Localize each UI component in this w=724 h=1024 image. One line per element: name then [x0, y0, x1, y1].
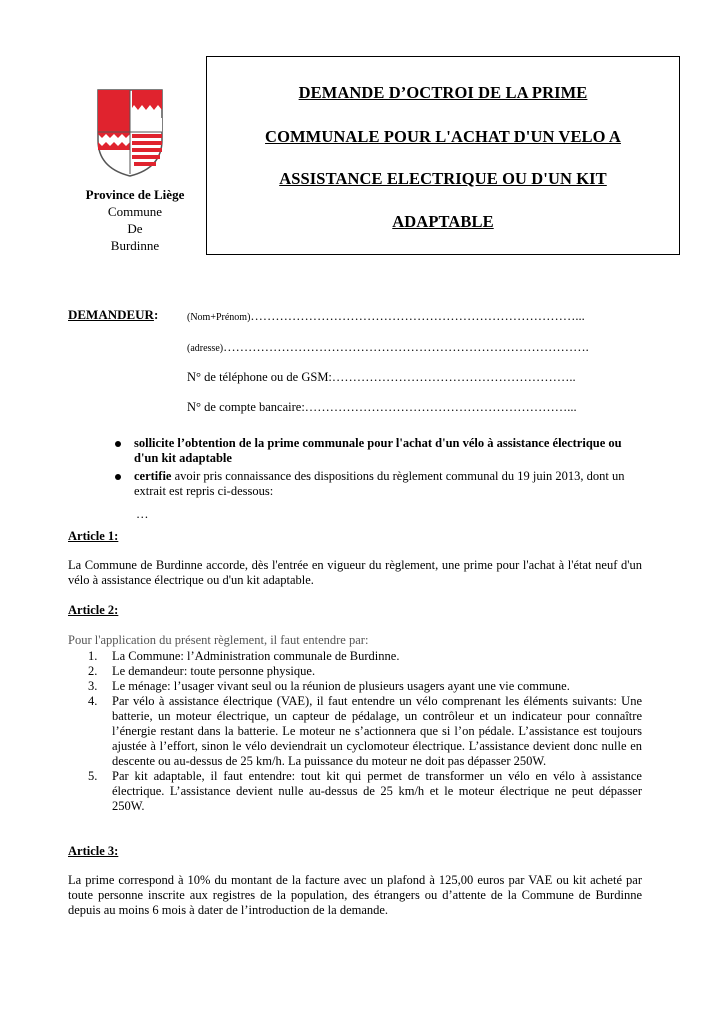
- telephone-label: N° de téléphone ou de GSM:: [187, 370, 332, 384]
- telephone-dots: …………………………………………………..: [331, 370, 576, 384]
- commune-line-1: Commune: [107, 204, 163, 219]
- article-1-title: Article 1:: [68, 529, 119, 543]
- list-item: 4. Par vélo à assistance électrique (VAE), il faut entendre un vélo comprenant les éléments suivants: Une batterie, un moteur électrique, un capteur de pédalage, un contrôleur et un indicateur pour connaître l’énergie restant dans la batterie. Le moteur ne s’actionnera que si l’on pédale. L’assistance est toujours ajustée à l’effort, sinon le vélo deviendrait un cyclomoteur électrique. L’assistance devient donc nulle en descente ou au-dessus de 25 km/h. La puissance du moteur ne doit pas dépasser 250W.: [88, 694, 642, 768]
- province-block: [60, 186, 210, 254]
- title-line-3: ASSISTANCE ELECTRIQUE OU D'UN KIT: [279, 169, 607, 188]
- adresse-field[interactable]: [187, 340, 589, 355]
- burdinne-crest-logo: [96, 88, 164, 178]
- commune-line-3: Burdinne: [110, 238, 160, 253]
- document-title-box: [206, 56, 680, 255]
- nom-label: (Nom+Prénom): [187, 312, 251, 323]
- compte-dots: ………………………………………………………...: [304, 400, 577, 414]
- nom-field[interactable]: [187, 309, 585, 324]
- list-item: 1. La Commune: l’Administration communale de Burdinne.: [88, 649, 400, 663]
- bullet-2-bold: certifie: [134, 469, 172, 483]
- article-3-title: Article 3:: [68, 844, 119, 858]
- compte-label: N° de compte bancaire:: [187, 400, 305, 414]
- commune-line-2: De: [127, 221, 143, 236]
- bullet-2: [134, 469, 642, 499]
- ellipsis: …: [136, 507, 149, 521]
- province-name: Province de Liège: [85, 187, 185, 202]
- bullet-1-bold: sollicite l’obtention de la prime communale pour l'achat d'un vélo à assistance électrique ou d'un kit adaptable: [134, 436, 622, 465]
- article-1-text: La Commune de Burdinne accorde, dès l'entrée en vigueur du règlement, une prime pour l'achat à l'état neuf d'un vélo à assistance électrique ou d'un kit adaptable.: [68, 558, 642, 587]
- bullet-2-rest: avoir pris connaissance des dispositions du règlement communal du 19 juin 2013, dont un extrait est repris ci-dessous:: [134, 469, 625, 498]
- nom-dots: ……………………………………………………………………...: [250, 309, 585, 323]
- bullet-1: [134, 436, 642, 466]
- article-3-text: La prime correspond à 10% du montant de la facture avec un plafond à 125,00 euros par VAE ou kit acheté par toute personne inscrite aux registres de la population, des étrangers ou d’attente de la Commune de Burdinne depuis au moins 6 mois à dater de l’introduction de la demande.: [68, 873, 642, 917]
- adresse-label: (adresse): [187, 343, 224, 354]
- list-item: 2. Le demandeur: toute personne physique.: [88, 664, 316, 678]
- article-2-intro: Pour l'application du présent règlement, il faut entendre par:: [68, 633, 369, 647]
- demandeur-label: DEMANDEUR:: [68, 307, 159, 322]
- article-2-list: [68, 649, 642, 814]
- title-line-1: DEMANDE D’OCTROI DE LA PRIME: [298, 83, 588, 102]
- adresse-dots: …………………………………………………………………………….: [223, 340, 589, 354]
- telephone-field[interactable]: [187, 370, 576, 385]
- list-item: 5. Par kit adaptable, il faut entendre: tout kit qui permet de transformer un vélo en vélo à assistance électrique. L’assistance devient nulle au-dessus de 25 km/h et le moteur électrique ne peut dépasser 250W.: [88, 769, 642, 813]
- list-item: 3. Le ménage: l’usager vivant seul ou la réunion de plusieurs usagers ayant une vie commune.: [88, 679, 570, 693]
- compte-field[interactable]: [187, 400, 577, 415]
- article-2-title: Article 2:: [68, 603, 119, 617]
- title-line-4: ADAPTABLE: [392, 212, 494, 231]
- title-line-2: COMMUNALE POUR L'ACHAT D'UN VELO A: [265, 127, 621, 146]
